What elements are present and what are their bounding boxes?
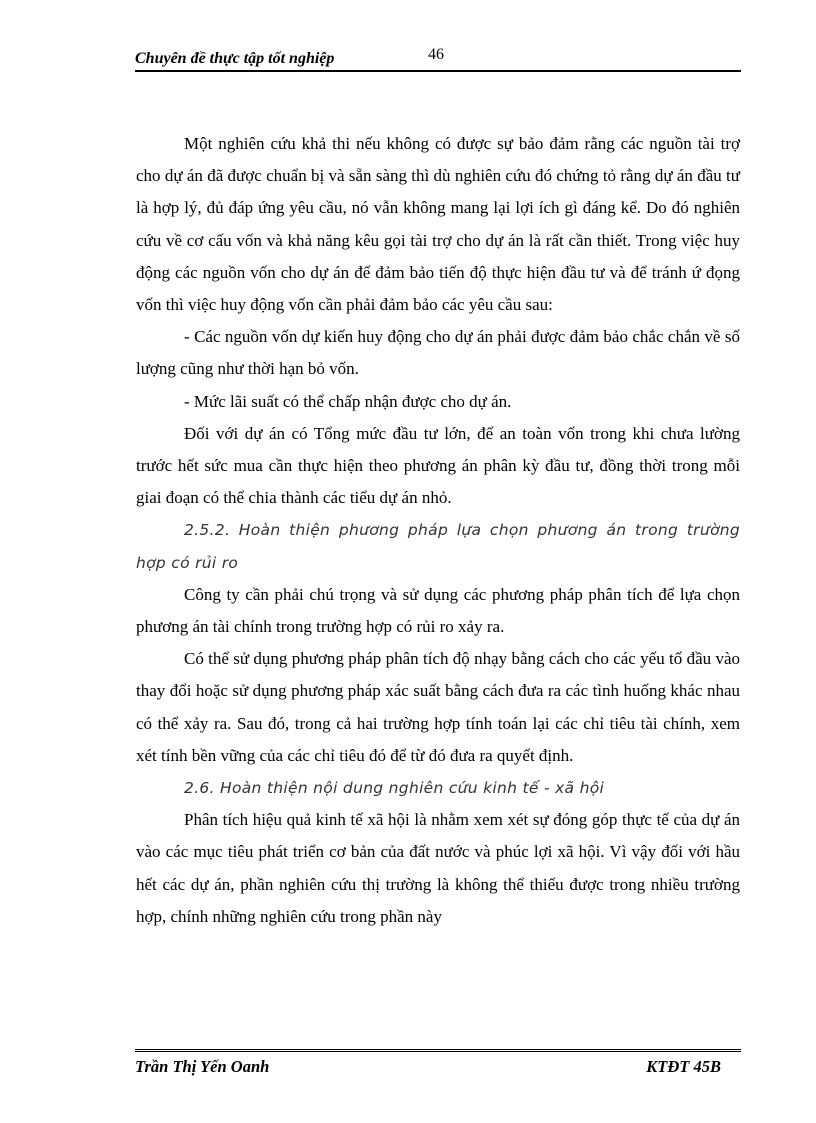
bullet-item: - Mức lãi suất có thể chấp nhận được cho dự án. bbox=[184, 391, 512, 411]
body-text bbox=[136, 128, 740, 933]
paragraph: Công ty cần phải chú trọng và sử dụng các phương pháp phân tích để lựa chọn phương án tài chính trong trường hợp có rủi ro xảy ra. bbox=[136, 584, 740, 637]
paragraph: Đối với dự án có Tổng mức đầu tư lớn, để an toàn vốn trong khi chưa lường trước hết sức mua cần thực hiện theo phương án phân kỳ đầu tư, đồng thời trong mỗi giai đoạn có thể chia thành các tiểu dự án nhỏ. bbox=[136, 423, 740, 508]
footer-rule bbox=[135, 1049, 741, 1054]
section-heading: 2.6. Hoàn thiện nội dung nghiên cứu kinh tế - xã hội bbox=[184, 779, 605, 798]
bullet-item: - Các nguồn vốn dự kiến huy động cho dự án phải được đảm bảo chắc chắn về số lượng cũng như thời hạn bỏ vốn. bbox=[136, 327, 740, 379]
section-heading: 2.5.2. Hoàn thiện phương pháp lựa chọn phương án trong trường hợp có rủi ro bbox=[136, 521, 740, 572]
page-header bbox=[135, 46, 741, 72]
page-number: 46 bbox=[428, 46, 444, 63]
footer-author: Trần Thị Yến Oanh bbox=[135, 1057, 270, 1076]
paragraph: Một nghiên cứu khả thi nếu không có được sự bảo đảm rằng các nguồn tài trợ cho dự án đã được chuẩn bị và sẵn sàng thì dù nghiên cứu đó chứng tỏ rằng dự án đầu tư là hợp lý, đủ đáp ứng yêu cầu, nó vẫn không mang lại lợi ích gì đáng kể. Do đó nghiên cứu về cơ cấu vốn và khả năng kêu gọi tài trợ cho dự án là rất cần thiết. Trong việc huy động các nguồn vốn cho dự án để đảm bảo tiến độ thực hiện đầu tư và để tránh ứ đọng vốn thì việc huy động vốn cần phải đảm bảo các yêu cầu sau: bbox=[136, 134, 740, 315]
paragraph: Có thể sử dụng phương pháp phân tích độ nhạy bằng cách cho các yếu tố đầu vào thay đổi hoặc sử dụng phương pháp xác suất bằng cách đưa ra các tình huống khác nhau có thể xảy ra. Sau đó, trong cả hai trường hợp tính toán lại các chỉ tiêu tài chính, xem xét tính bền vững của các chỉ tiêu đó để từ đó đưa ra quyết định. bbox=[136, 649, 740, 765]
footer-class: KTĐT 45B bbox=[646, 1057, 721, 1076]
header-title: Chuyên đề thực tập tốt nghiệp bbox=[135, 50, 335, 67]
paragraph: Phân tích hiệu quả kinh tế xã hội là nhằm xem xét sự đóng góp thực tế của dự án vào các mục tiêu phát triển cơ bản của đất nước và phúc lợi xã hội. Vì vậy đối với hầu hết các dự án, phần nghiên cứu thị trường là không thể thiếu được trong nhiều trường hợp, chính những nghiên cứu trong phần này bbox=[136, 810, 740, 926]
page-footer bbox=[135, 1049, 741, 1079]
header-rule bbox=[135, 70, 741, 72]
